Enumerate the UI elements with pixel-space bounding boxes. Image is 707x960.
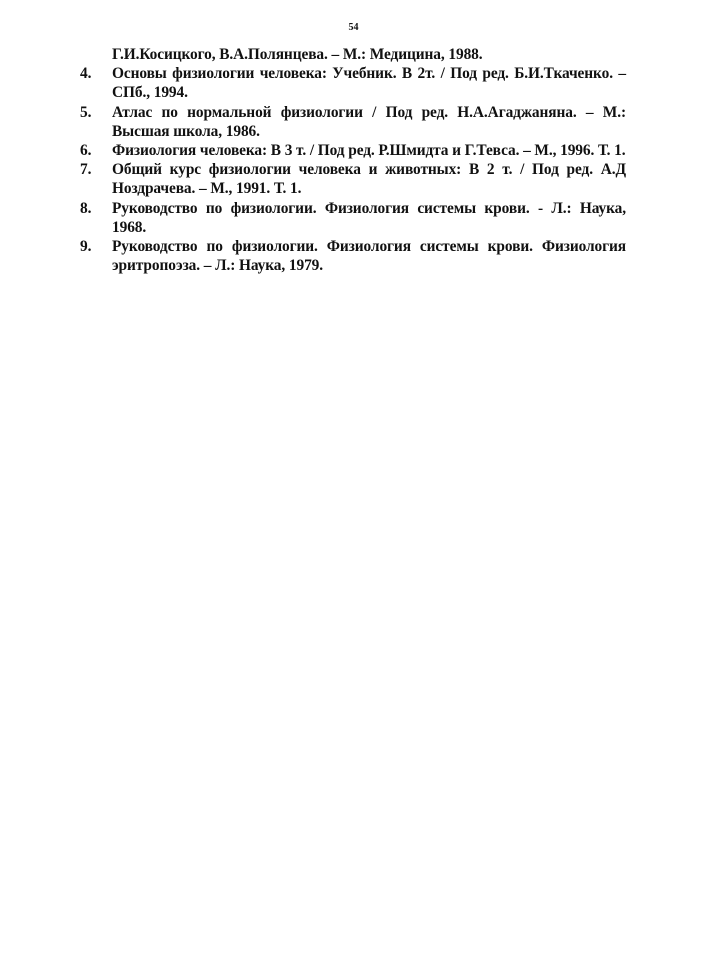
page-number: 54 bbox=[348, 22, 359, 33]
reference-item bbox=[80, 199, 626, 237]
reference-number: 4. bbox=[80, 65, 92, 83]
reference-list bbox=[80, 45, 626, 275]
reference-continuation: Г.И.Косицкого, В.А.Полянцева. – М.: Медицина, 1988. bbox=[112, 46, 483, 63]
reference-text: Руководство по физиологии. Физиология системы крови. Физиология эритропоэза. – Л.: Наука, 1979. bbox=[112, 238, 626, 275]
reference-number: 9. bbox=[80, 238, 92, 256]
reference-text: Физиология человека: В 3 т. / Под ред. Р.Шмидта и Г.Тевса. – М., 1996. Т. 1. bbox=[112, 142, 626, 160]
reference-item bbox=[80, 64, 626, 102]
reference-number: 5. bbox=[80, 103, 92, 121]
reference-number: 6. bbox=[80, 142, 92, 160]
reference-number: 8. bbox=[80, 199, 92, 217]
reference-text: Атлас по нормальной физиологии / Под ред. Н.А.Агаджаняна. – М.: Высшая школа, 1986. bbox=[112, 103, 626, 140]
reference-text: Основы физиологии человека: Учебник. В 2т. / Под ред. Б.И.Ткаченко. – СПб., 1994. bbox=[112, 65, 626, 102]
reference-item bbox=[80, 160, 626, 198]
reference-text: Общий курс физиологии человека и животных: В 2 т. / Под ред. А.Д Ноздрачева. – М., 1991. Т. 1. bbox=[112, 161, 626, 198]
reference-number: 7. bbox=[80, 161, 92, 179]
reference-text: Руководство по физиологии. Физиология системы крови. - Л.: Наука, 1968. bbox=[112, 199, 626, 236]
reference-item bbox=[80, 141, 626, 160]
reference-item bbox=[80, 237, 626, 275]
reference-item bbox=[80, 103, 626, 141]
